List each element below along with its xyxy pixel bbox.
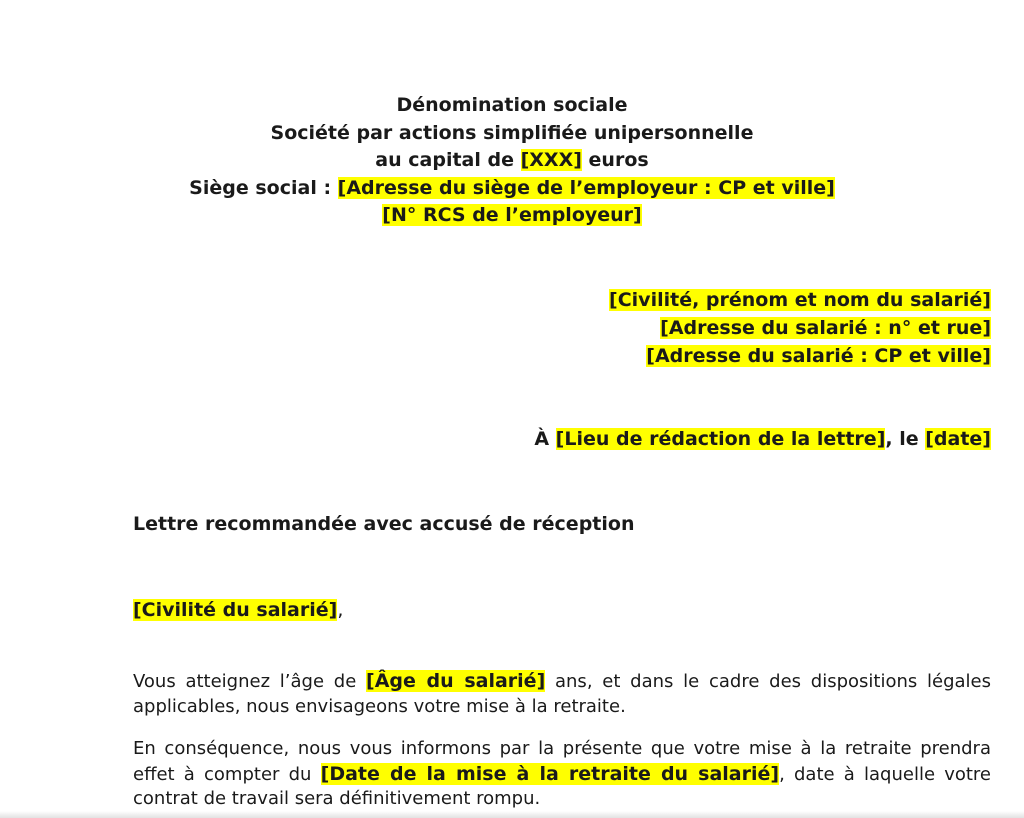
paragraph1-after: ans, et dans le cadre des dispositions légales applicables, nous envisageons votre mise à la retraite. [133, 671, 991, 717]
head-office-field: [Adresse du siège de l’employeur : CP et ville] [337, 176, 835, 199]
recipient-address [609, 286, 991, 370]
company-name: Dénomination sociale [396, 94, 628, 116]
capital-value-field: [XXX] [520, 149, 582, 171]
head-office-label: Siège social : [189, 176, 338, 199]
paragraph-retirement-date [133, 737, 991, 812]
company-header [0, 92, 1024, 230]
paragraph-retirement-age [133, 669, 991, 719]
page-bottom-shadow [0, 811, 1024, 818]
place-date-separator: , le [885, 428, 926, 450]
recipient-city-field: [Adresse du salarié : CP et ville] [646, 345, 991, 367]
capital-prefix: au capital de [375, 149, 521, 171]
letter-subject: Lettre recommandée avec accusé de réception [133, 513, 635, 535]
paragraph2-after: , date à laquelle votre contrat de travail sera définitivement rompu. [133, 763, 992, 809]
salutation-field: [Civilité du salarié] [133, 599, 338, 621]
recipient-street-field: [Adresse du salarié : n° et rue] [660, 317, 991, 339]
paragraph2-before: En conséquence, nous vous informons par la présente que votre mise à la retraite prendra effet à compter du [133, 738, 991, 785]
company-form: Société par actions simplifiée unipersonnelle [270, 121, 754, 144]
place-field: [Lieu de rédaction de la lettre] [555, 428, 886, 450]
recipient-city-line [609, 342, 991, 370]
rcs-line [0, 202, 1024, 230]
company-capital [0, 147, 1024, 175]
salutation-line [133, 596, 343, 624]
employee-age-field: [Âge du salarié] [366, 670, 546, 692]
salutation-suffix: , [337, 599, 344, 621]
paragraph1-before: Vous atteignez l’âge de [133, 671, 367, 692]
recipient-name-field: [Civilité, prénom et nom du salarié] [609, 289, 991, 311]
date-field: [date] [925, 428, 991, 450]
recipient-name-line [609, 286, 991, 314]
head-office [0, 175, 1024, 203]
place-prefix: À [534, 428, 556, 450]
capital-suffix: euros [581, 149, 649, 171]
rcs-field: [N° RCS de l’employeur] [382, 204, 642, 226]
retirement-date-field: [Date de la mise à la retraite du salarié] [320, 762, 780, 785]
recipient-street-line [609, 314, 991, 342]
place-date-line [534, 425, 991, 453]
